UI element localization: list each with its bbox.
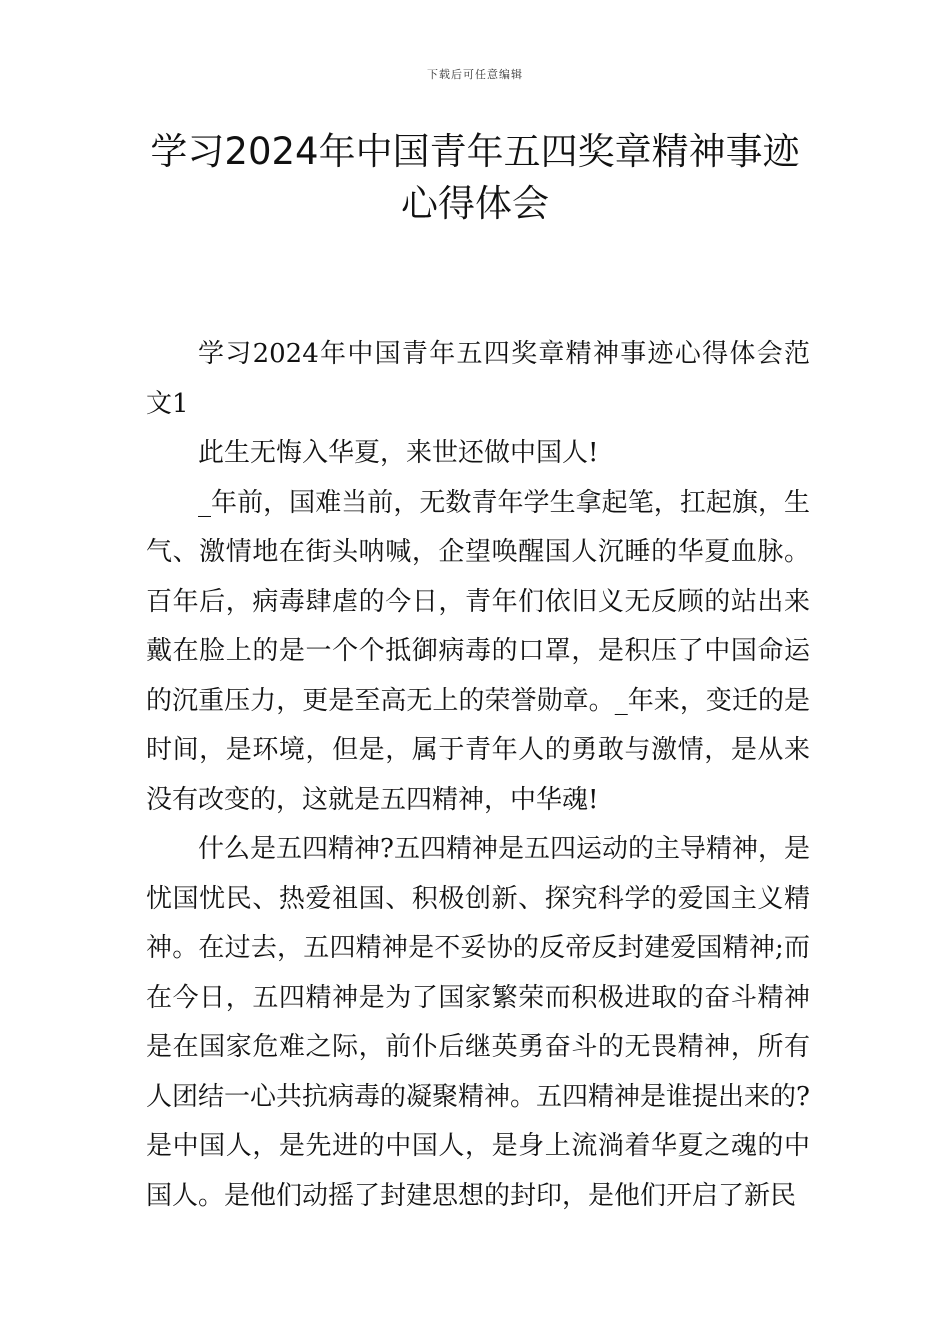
document-title: 学习2024年中国青年五四奖章精神事迹心得体会 (150, 130, 800, 225)
paragraph: _年前，国难当前，无数青年学生拿起笔，扛起旗，生气、激情地在街头呐喊，企望唤醒国人沉睡的华夏血脉。百年后，病毒肆虐的今日，青年们依旧义无反顾的站出来戴在脸上的是一个个抵御病毒的口罩，是积压了中国命运的沉重压力，更是至高无上的荣誉勋章。_年来，变迁的是时间，是环境，但是，属于青年人的勇敢与激情，是从来没有改变的，这就是五四精神，中华魂! (146, 487, 810, 815)
paragraph: 此生无悔入华夏，来世还做中国人! (198, 438, 599, 468)
paragraph: 学习2024年中国青年五四奖章精神事迹心得体会范文1 (146, 339, 810, 419)
document-body (146, 330, 810, 1221)
header-note: 下载后可任意编辑 (427, 68, 523, 81)
paragraph: 什么是五四精神?五四精神是五四运动的主导精神，是忧国忧民、热爱祖国、积极创新、探究科学的爱国主义精神。在过去，五四精神是不妥协的反帝反封建爱国精神;而在今日，五四精神是为了国家繁荣而积极进取的奋斗精神是在国家危难之际，前仆后继英勇奋斗的无畏精神，所有人团结一心共抗病毒的凝聚精神。五四精神是谁提出来的?是中国人，是先进的中国人，是身上流淌着华夏之魂的中国人。是他们动摇了封建思想的封印，是他们开启了新民 (146, 834, 810, 1211)
